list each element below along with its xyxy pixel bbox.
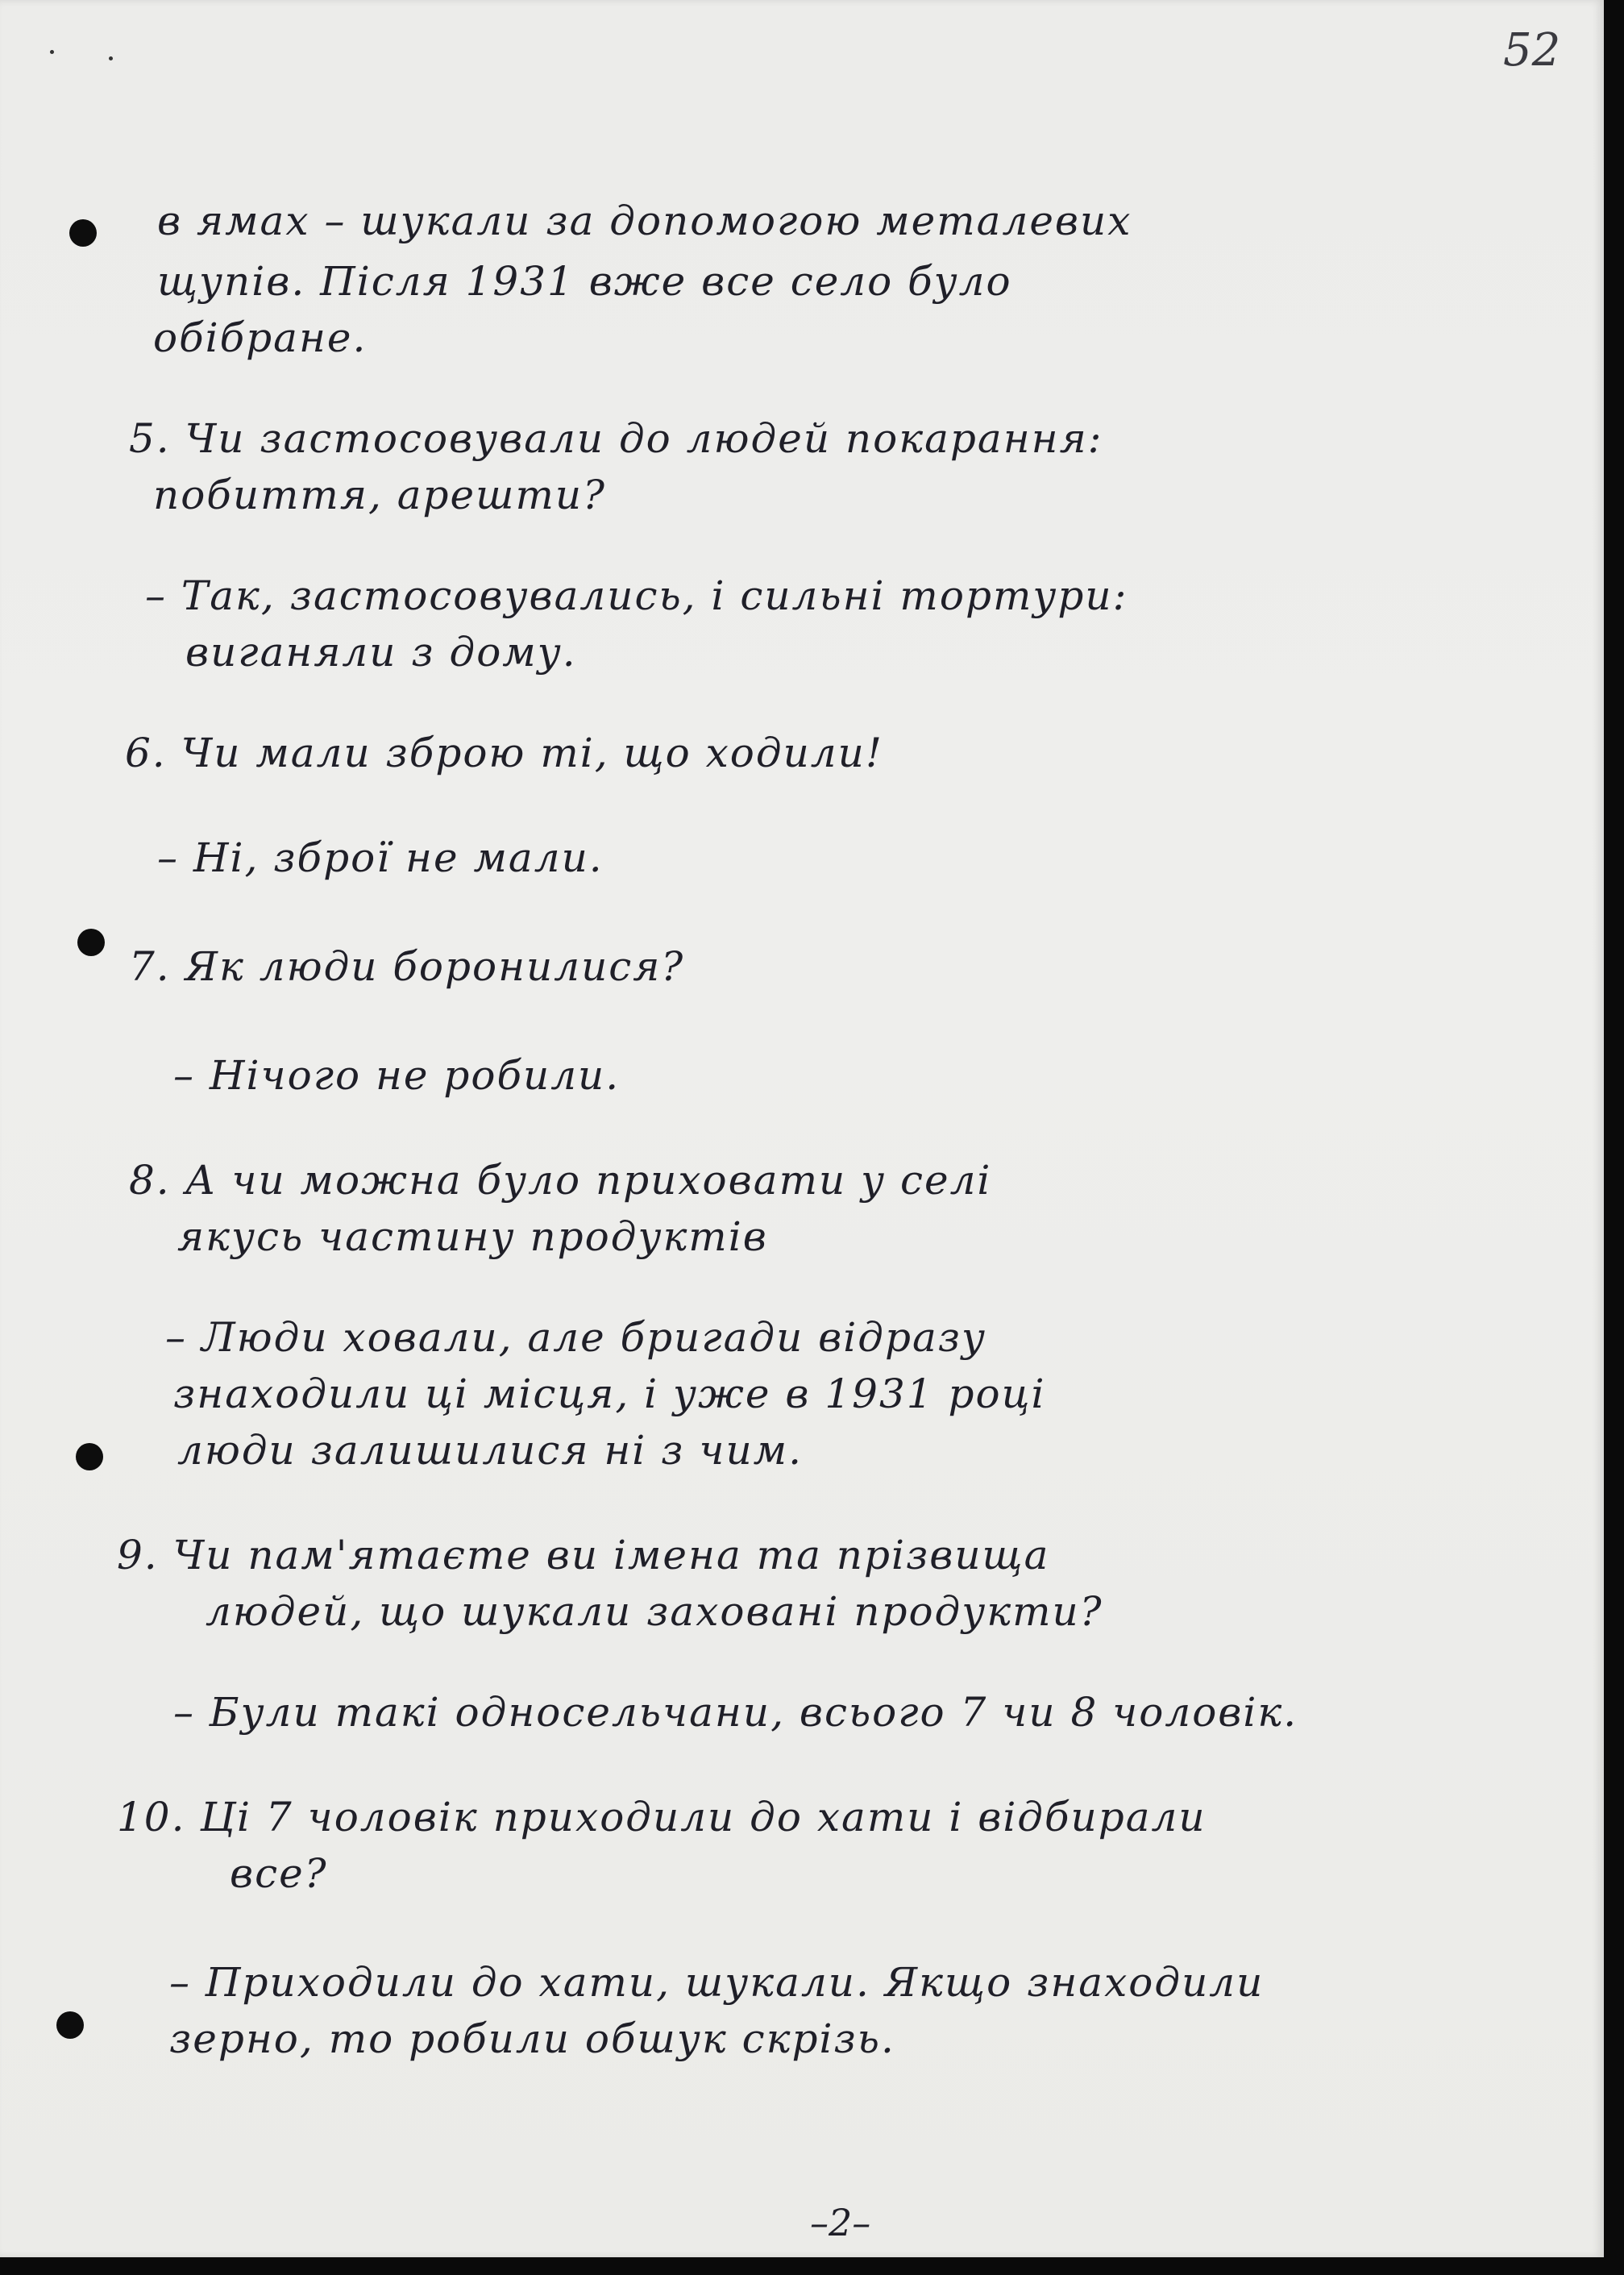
question-10: 10. Ці 7 чоловік приходили до хати і відбирали [117, 1794, 1207, 1840]
question-7: 7. Як люди боронилися? [129, 943, 685, 990]
text-line: побиття, арешти? [153, 472, 606, 518]
question-9: 9. Чи пам'ятаєте ви імена та прізвища [117, 1532, 1050, 1578]
paper-speck [109, 56, 113, 60]
punch-hole [76, 1443, 103, 1470]
text-line: в ямах – шукали за допомогою металевих [157, 198, 1132, 244]
answer-5: – Так, застосовувались, і сильні тортури: [145, 572, 1128, 619]
answer-8: – Люди ховали, але бригади відразу [165, 1314, 987, 1361]
text-line: зерно, то робили обшук скрізь. [169, 2015, 895, 2062]
question-5: 5. Чи застосовували до людей покарання: [129, 415, 1103, 462]
text-line: людей, що шукали заховані продукти? [206, 1588, 1103, 1635]
answer-10: – Приходили до хати, шукали. Якщо знаходили [169, 1959, 1265, 2006]
answer-6: – Ні, зброї не мали. [157, 834, 604, 881]
text-line: знаходили ці місця, і уже в 1931 році [173, 1370, 1046, 1417]
answer-7: – Нічого не робили. [173, 1052, 621, 1099]
text-line: щупів. Після 1931 вже все село було [157, 258, 1012, 305]
text-line: виганяли з дому. [185, 629, 577, 676]
question-8: 8. А чи можна було приховати у селі [129, 1157, 992, 1204]
page-footer: –2– [810, 2201, 871, 2244]
punch-hole [77, 929, 105, 956]
text-line: якусь частину продуктів [177, 1213, 768, 1260]
punch-hole [69, 219, 97, 247]
question-6: 6. Чи мали зброю ті, що ходили! [125, 730, 883, 776]
text-line: обібране. [153, 314, 368, 361]
paper-speck [50, 50, 54, 54]
punch-hole [56, 2011, 84, 2039]
text-line: люди залишилися ні з чим. [177, 1427, 804, 1474]
page-number: 52 [1503, 24, 1561, 77]
answer-9: – Були такі односельчани, всього 7 чи 8 чоловік. [173, 1689, 1298, 1736]
text-line: все? [230, 1850, 328, 1897]
